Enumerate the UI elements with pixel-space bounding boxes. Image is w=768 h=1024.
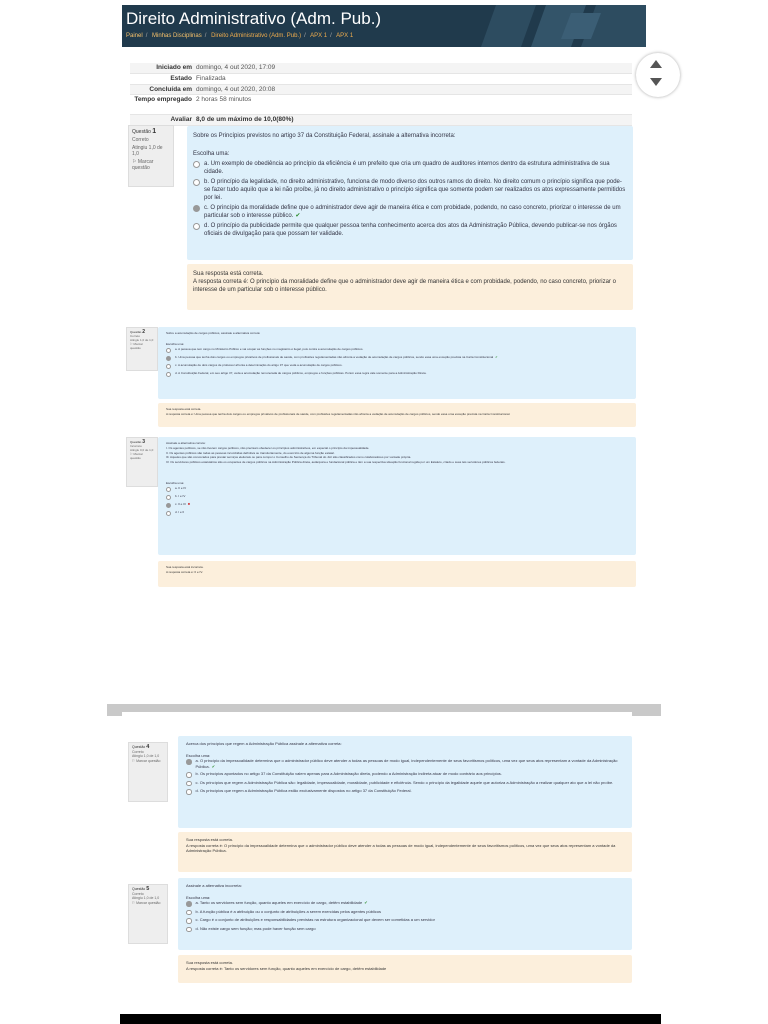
question-grade: Atingiu 1,0 de 1,0 bbox=[130, 338, 154, 342]
radio-button[interactable] bbox=[193, 205, 200, 212]
question-status: Correto bbox=[130, 334, 141, 338]
question-text-box bbox=[187, 126, 633, 260]
radio-button[interactable] bbox=[166, 503, 171, 508]
feedback-box bbox=[187, 264, 633, 310]
radio-button[interactable] bbox=[166, 348, 171, 353]
answer-option[interactable]: c. Os princípios que regem a Administração Pública são: legalidade, impessoalidade, moralidade, publicidade e eficiência. Sendo o princípio da legalidade aquele que autoriza a Administração a realizar qualquer ato que a lei não proíbe. bbox=[186, 780, 624, 787]
question-stem: Sobre os Princípios previstos no artigo 37 da Constituição Federal, assinale a alternativa incorreta: bbox=[193, 133, 456, 139]
flag-icon: ⚐ bbox=[130, 342, 133, 346]
radio-button[interactable] bbox=[193, 179, 200, 186]
choose-label: Escolha uma: bbox=[193, 151, 230, 157]
feedback-title: Sua resposta está correta. bbox=[186, 960, 233, 965]
choose-label: Escolha uma: bbox=[186, 752, 211, 758]
radio-button[interactable] bbox=[166, 487, 171, 492]
answer-option[interactable]: d. I e II bbox=[166, 510, 628, 516]
radio-button[interactable] bbox=[166, 511, 171, 516]
answer-option-selected[interactable]: a. Tanto os servidores sem função, quanto aqueles em exercício de cargo, detêm estabilidade ✔ bbox=[186, 900, 624, 907]
flag-question-button[interactable]: ⚐ Marcar questão bbox=[130, 342, 143, 350]
flag-icon: ⚐ bbox=[130, 452, 133, 456]
breadcrumb-apx1[interactable]: APX 1 bbox=[310, 33, 328, 39]
feedback-title: Sua resposta está incorreta. bbox=[166, 565, 204, 569]
feedback-text: A resposta correta é: Uma pessoa que tenha dois cargos ou empregos privativos de profissionais de saúde, com profissões regulamentadas não afronta a vedação de acumulação de cargos públicos, sendo essa uma exceção prevista na Carta Constitucional. bbox=[166, 411, 511, 416]
question-text-box bbox=[178, 878, 632, 950]
radio-button[interactable] bbox=[186, 927, 192, 933]
breadcrumb: Painel / Minhas Disciplinas / Direito Administrativo (Adm. Pub.) / APX 1 / APX 1 bbox=[126, 33, 354, 39]
radio-button[interactable] bbox=[186, 781, 192, 787]
correct-check-icon: ✔ bbox=[295, 213, 301, 219]
question-status: Correto bbox=[132, 891, 144, 896]
question-info bbox=[128, 125, 174, 187]
summary-row bbox=[130, 115, 632, 126]
flag-question-button[interactable]: ⚐ Marcar questão bbox=[132, 159, 154, 171]
question-text-box bbox=[178, 736, 632, 828]
radio-button[interactable] bbox=[193, 161, 200, 168]
summary-label: Tempo empregado bbox=[134, 96, 192, 104]
statement: II. Os agentes públicos são todas as pessoas incumbidas definitiva ou transitoriamente, do exercício de alguma função estatal. bbox=[166, 450, 335, 455]
feedback-box bbox=[178, 832, 632, 872]
breadcrumb-apx1-current[interactable]: APX 1 bbox=[336, 33, 354, 39]
course-banner bbox=[122, 5, 646, 47]
answer-option[interactable]: a. Um exemplo de obediência ao princípio da eficiência é um prefeito que cria um quadro de auditores internos dentro da estrutura administrativa de sua cidade. bbox=[193, 160, 627, 176]
flag-question-button[interactable]: ⚐ Marcar questão bbox=[130, 452, 143, 460]
flag-icon: ⚐ bbox=[132, 159, 137, 165]
flag-question-button[interactable]: ⚐ Marcar questão bbox=[132, 900, 161, 905]
feedback-title: Sua resposta está correta. bbox=[193, 271, 264, 277]
feedback-title: Sua resposta está correta. bbox=[186, 837, 233, 842]
choose-label: Escolha uma: bbox=[166, 341, 185, 346]
summary-row bbox=[130, 63, 632, 74]
answer-option[interactable]: d. Não existe cargo sem função; mas pode haver função sem cargo bbox=[186, 926, 624, 933]
answer-option[interactable]: c. A acumulação de dois cargos de professor afronta a determinação do artigo 37 que veda a acumulação de cargos públicos. bbox=[166, 363, 628, 369]
question-info bbox=[126, 327, 158, 371]
answer-option[interactable]: d. A Constituição Federal, em seu artigo 37, veda a acumulação remunerada de cargos públicos, empregos e funções públicas. Porém essa regra vale somente para a Administração Direta. bbox=[166, 371, 628, 377]
feedback-box bbox=[158, 403, 636, 427]
correct-check-icon: ✔ bbox=[364, 900, 368, 906]
summary-label: Avaliar bbox=[170, 116, 192, 124]
question-number: Questão 3 bbox=[130, 439, 145, 445]
feedback-text: A resposta correta é: Tanto os servidores sem função, quanto aqueles em exercício de cargo, detêm estabilidade bbox=[186, 965, 387, 971]
summary-value: 8,0 de um máximo de 10,0(80%) bbox=[196, 116, 294, 124]
question-info bbox=[128, 884, 168, 944]
radio-button[interactable] bbox=[186, 910, 192, 916]
correct-check-icon: ✔ bbox=[211, 763, 216, 769]
radio-button[interactable] bbox=[186, 901, 192, 907]
arrow-down-icon[interactable] bbox=[650, 78, 662, 86]
radio-button[interactable] bbox=[166, 495, 171, 500]
question-stem: Assinale a alternativa incorreta: bbox=[186, 883, 242, 888]
answer-option-selected[interactable]: a. O princípio da impessoalidade determina que o administrador público deve atender a todas as pessoas de modo igual, independentemente de seus favoritismos políticos, uma vez que seus atos representam a vontade da Administração Pública. ✔ bbox=[186, 758, 624, 769]
radio-button[interactable] bbox=[186, 759, 192, 765]
incorrect-cross-icon: ✖ bbox=[187, 501, 191, 506]
summary-value: 2 horas 58 minutos bbox=[196, 96, 252, 104]
question-stem: Sobre a acumulação de cargos públicos, assinale a alternativa correta: bbox=[166, 331, 261, 335]
question-status: Correto bbox=[132, 749, 144, 754]
question-status: Correto bbox=[132, 137, 149, 143]
feedback-text: A resposta correta é: O princípio da impessoalidade determina que o administrador público deve atender a todas as pessoas de modo igual, independentemente de seus favoritismos políticos, uma vez que seus atos representam a vontade da Administração Pública. bbox=[186, 842, 616, 854]
feedback-box bbox=[158, 561, 636, 587]
summary-row bbox=[130, 85, 632, 96]
attempt-summary-table bbox=[130, 63, 632, 126]
answer-option[interactable]: b. I e IV bbox=[166, 494, 628, 500]
statement: I. Os agentes políticos, se não tiverem cargos políticos, não precisam obedecer os princípios administrativos, em especial o princípio da impessoalidade. bbox=[166, 445, 370, 450]
screenshot-page-1 bbox=[122, 5, 646, 605]
summary-row bbox=[130, 74, 632, 85]
question-info bbox=[128, 742, 168, 802]
choose-label: Escolha uma: bbox=[166, 480, 185, 485]
feedback-box bbox=[178, 955, 632, 983]
answer-option[interactable]: c. Cargo é o conjunto de atribuições e responsabilidades previstas na estrutura organizacional que devem ser cometidas a um servidor bbox=[186, 917, 624, 924]
question-grade: Atingiu 1,0 de 1,0 bbox=[132, 896, 160, 900]
answer-option-selected[interactable]: c. O princípio da moralidade define que o administrador deve agir de maneira ética e com probidade, podendo, no caso concreto, priorizar o interesse de um particular sob o interesse público. ✔ bbox=[193, 204, 627, 220]
question-stem: Assinale a alternativa correta: bbox=[166, 441, 206, 445]
summary-label: Iniciado em bbox=[156, 64, 192, 71]
radio-button[interactable] bbox=[166, 356, 171, 361]
summary-value: domingo, 4 out 2020, 17:09 bbox=[196, 64, 276, 71]
answer-option[interactable]: d. O princípio da publicidade permite que qualquer pessoa tenha conhecimento acerca dos atos da Administração Pública, devendo publicar-se nos órgãos oficiais de divulgação para que possam ter validade. bbox=[193, 222, 627, 238]
summary-row bbox=[130, 95, 632, 115]
correct-check-icon: ✔ bbox=[495, 354, 498, 359]
question-status: Incorreto bbox=[130, 444, 142, 448]
answer-option-selected[interactable]: b. Uma pessoa que tenha dois cargos ou empregos privativos de profissionais de saúde, com profissões regulamentadas não afronta a vedação de acumulação de cargos públicos, sendo essa uma exceção prevista na Carta Constitucional ✔ bbox=[166, 355, 628, 361]
question-info bbox=[126, 437, 158, 487]
question-number: Questão 1 bbox=[132, 128, 157, 135]
answer-option[interactable]: b. Os princípios apontados no artigo 37 da Constituição valem apenas para a Administração direta, podendo a Administração indireta atuar de modo contrário aos princípios. bbox=[186, 771, 624, 778]
question-number: Questão 2 bbox=[130, 329, 145, 335]
radio-button[interactable] bbox=[186, 772, 192, 778]
question-text-box bbox=[158, 327, 636, 399]
banner-decoration bbox=[476, 5, 646, 47]
feedback-title: Sua resposta está correta. bbox=[166, 407, 202, 411]
answer-option[interactable]: b. A função pública é a atribuição ou o conjunto de atribuições a serem exercidas pelos agentes públicos bbox=[186, 909, 624, 916]
radio-button[interactable] bbox=[166, 372, 171, 377]
radio-button[interactable] bbox=[186, 789, 192, 795]
statement: IV. Os servidores públicos estatutários são os ocupantes de cargos públicos na Administração Pública direta, autárquica e fundacional pública e têm a sua respectiva situação funcional regida por um Estatuto, criado e suas leis servidores públicos federais. bbox=[166, 460, 506, 465]
breadcrumb-course[interactable]: Direito Administrativo (Adm. Pub.) bbox=[211, 33, 302, 39]
question-text-box bbox=[158, 437, 636, 555]
breadcrumb-minhas-disciplinas[interactable]: Minhas Disciplinas bbox=[152, 33, 202, 39]
summary-label: Estado bbox=[170, 74, 192, 82]
flag-icon: ⚐ bbox=[132, 758, 136, 763]
course-title: Direito Administrativo (Adm. Pub.) bbox=[126, 9, 382, 28]
choose-label: Escolha uma: bbox=[186, 894, 211, 900]
arrow-up-icon[interactable] bbox=[650, 60, 662, 68]
summary-value: Finalizada bbox=[196, 74, 226, 82]
question-grade: Atingiu 0,0 de 1,0 bbox=[130, 448, 154, 452]
question-grade: Atingiu 1,0 de 1,0 bbox=[132, 145, 163, 157]
answer-option[interactable]: a. A pessoa que tem cargo no Ministério Público e vai ocupar as funções no magistério é ilegal, pois contra a acumulação de cargos públicos. bbox=[166, 347, 628, 353]
answer-option[interactable]: d. Os princípios que regem a Administração Pública estão exclusivamente dispostos no artigo 37 da Constituição Federal. bbox=[186, 788, 624, 795]
page-bottom-edge bbox=[120, 1014, 661, 1024]
screenshot-page-2 bbox=[122, 712, 632, 1012]
question-number: Questão 4 bbox=[132, 744, 150, 750]
answer-option-selected[interactable]: c. II e III ✖ bbox=[166, 502, 628, 508]
radio-button[interactable] bbox=[186, 918, 192, 924]
question-stem: Acerca dos princípios que regem a Administração Pública assinale a alternativa correta: bbox=[186, 741, 342, 746]
feedback-text: A resposta correta é: O princípio da moralidade define que o administrador deve agir de maneira ética e com probidade, podendo, no caso concreto, priorizar o interesse de um particular sob o interesse público. bbox=[193, 279, 616, 293]
flag-icon: ⚐ bbox=[132, 900, 136, 905]
feedback-text: A resposta correta é: II e IV. bbox=[166, 569, 203, 574]
answer-option[interactable]: b. O princípio da legalidade, no direito administrativo, funciona de modo diverso dos outros ramos do direito. No direito comum o princípio significa que pode-se fazer tudo aquilo que a lei não proíbe, já no direito administrativo o princípio significa que somente podem ser realizados os atos expressamente permitidos por lei. bbox=[193, 178, 627, 202]
radio-button[interactable] bbox=[193, 223, 200, 230]
summary-value: domingo, 4 out 2020, 20:08 bbox=[196, 85, 276, 93]
radio-button[interactable] bbox=[166, 364, 171, 369]
flag-question-button[interactable]: ⚐ Marcar questão bbox=[132, 758, 161, 763]
statement: III. Aqueles que são convocados para prestar serviços eleitorais ou para compor o Conselho de Sentença do Tribunal do Júri são classificados como colaboradores por vontade própria. bbox=[166, 455, 412, 460]
summary-label: Concluída em bbox=[149, 85, 192, 93]
question-grade: Atingiu 1,0 de 1,0 bbox=[132, 754, 160, 758]
breadcrumb-painel[interactable]: Painel bbox=[126, 33, 143, 39]
page-scroll-navigation-button[interactable] bbox=[636, 53, 680, 97]
answer-option[interactable]: a. II e IV bbox=[166, 486, 628, 492]
question-number: Questão 5 bbox=[132, 886, 150, 892]
